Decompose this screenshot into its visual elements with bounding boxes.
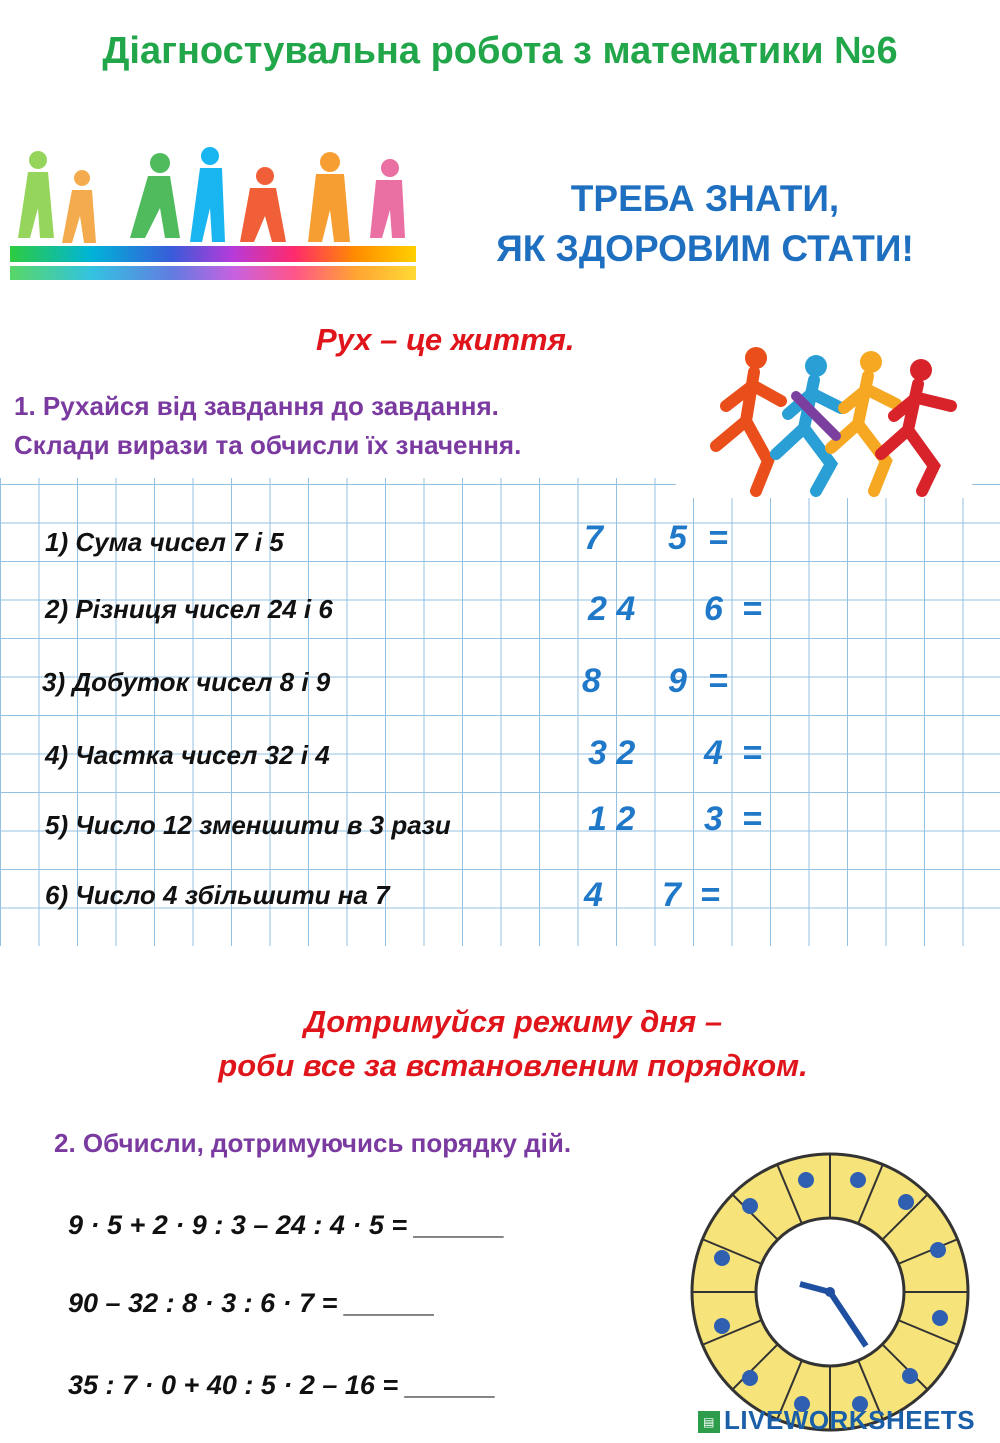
task-6-text: 6) Число 4 збільшити на 7 (45, 880, 390, 910)
logo-icon: ▤ (698, 1411, 720, 1433)
page-title: Діагностувальна робота з математики №6 (102, 30, 898, 72)
task-4-equals: = (742, 734, 762, 772)
daily-routine-clock-image (688, 1150, 972, 1434)
expression-2: 90 – 32 : 8 · 3 : 6 · 7 = ______ (68, 1288, 435, 1318)
task-3-number-b: 9 (668, 662, 687, 700)
task-6-number-b: 7 (662, 876, 681, 914)
section2-slogan-line1: Дотримуйся режиму дня – (303, 1004, 723, 1039)
task-5-equals: = (742, 800, 762, 838)
task-3-equals: = (708, 662, 728, 700)
task-5-number-b: 3 (704, 800, 723, 838)
task-2-number-b: 6 (704, 590, 723, 628)
task-2-number-a: 2 4 (588, 590, 636, 628)
motto-line-2: ЯК ЗДОРОВИМ СТАТИ! (496, 228, 914, 269)
task-1-number-a: 7 (584, 519, 603, 557)
task-1-number-b: 5 (668, 519, 687, 557)
liveworksheets-logo (698, 1405, 975, 1436)
sports-banner-image (10, 138, 416, 288)
logo-text: LIVEWORKSHEETS (724, 1405, 976, 1435)
expression-3: 35 : 7 · 0 + 40 : 5 · 2 – 16 = ______ (68, 1370, 496, 1400)
task-3-text: 3) Добуток чисел 8 і 9 (42, 667, 331, 697)
expression-1: 9 · 5 + 2 · 9 : 3 – 24 : 4 · 5 = ______ (68, 1210, 505, 1240)
section2-slogan-line2: роби все за встановленим порядком. (218, 1048, 808, 1083)
task-1-text: 1) Сума чисел 7 і 5 (45, 527, 284, 557)
task-6-equals: = (700, 876, 720, 914)
task-2-equals: = (742, 590, 762, 628)
section2-instruction: 2. Обчисли, дотримуючись порядку дій. (54, 1128, 572, 1158)
section1-slogan: Рух – це життя. (316, 322, 575, 357)
task-4-number-b: 4 (704, 734, 723, 772)
task-4-number-a: 3 2 (588, 734, 636, 772)
task-4-text: 4) Частка чисел 32 і 4 (45, 740, 330, 770)
task-3-number-a: 8 (582, 662, 601, 700)
motto-line-1: ТРЕБА ЗНАТИ, (570, 178, 840, 219)
task-6-number-a: 4 (584, 876, 603, 914)
task-2-text: 2) Різниця чисел 24 і 6 (45, 594, 333, 624)
section1-instruction-line2: Склади вирази та обчисли їх значення. (14, 430, 522, 460)
section1-instruction-line1: 1. Рухайся від завдання до завдання. (14, 391, 499, 421)
task-1-equals: = (708, 519, 728, 557)
task-5-number-a: 1 2 (588, 800, 636, 838)
runners-image (676, 336, 972, 498)
task-5-text: 5) Число 12 зменшити в 3 рази (45, 810, 451, 840)
